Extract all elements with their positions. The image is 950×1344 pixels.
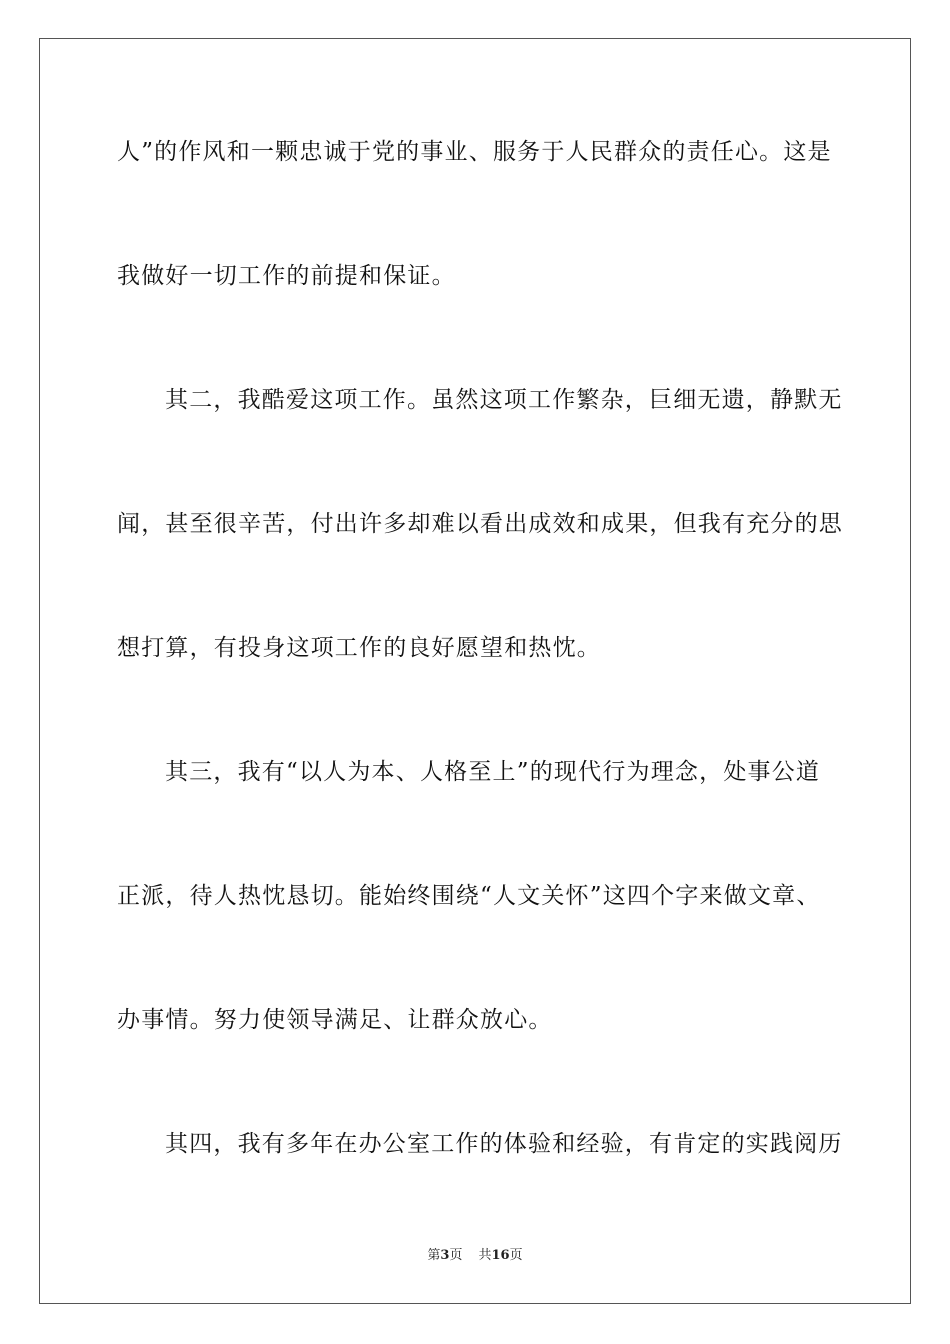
- paragraph-line: 办事情。努力使领导满足、让群众放心。: [117, 1007, 553, 1033]
- paragraph-line: 其二，我酷爱这项工作。虽然这项工作繁杂，巨细无遗，静默无: [165, 387, 843, 413]
- page-prefix: 第: [427, 1248, 441, 1263]
- paragraph-line: 其三，我有“以人为本、人格至上”的现代行为理念，处事公道: [165, 759, 821, 785]
- paragraph-line: 其四，我有多年在办公室工作的体验和经验，有肯定的实践阅历: [165, 1131, 843, 1157]
- paragraph-line: 我做好一切工作的前提和保证。: [117, 263, 456, 289]
- paragraph-line: 正派，待人热忱恳切。能始终围绕“人文关怀”这四个字来做文章、: [117, 883, 821, 909]
- total-pages: 16: [491, 1248, 510, 1263]
- page-footer: [0, 1247, 950, 1265]
- total-suffix: 页: [509, 1248, 523, 1263]
- page-suffix: 页: [449, 1248, 463, 1263]
- page-frame: [39, 38, 911, 1304]
- total-prefix: 共: [478, 1248, 492, 1263]
- page-number: 3: [440, 1248, 450, 1263]
- paragraph-line: 闻，甚至很辛苦，付出许多却难以看出成效和成果，但我有充分的思: [117, 511, 843, 537]
- paragraph-line: 人”的作风和一颗忠诚于党的事业、服务于人民群众的责任心。这是: [117, 139, 832, 165]
- paragraph-line: 想打算，有投身这项工作的良好愿望和热忱。: [117, 635, 601, 661]
